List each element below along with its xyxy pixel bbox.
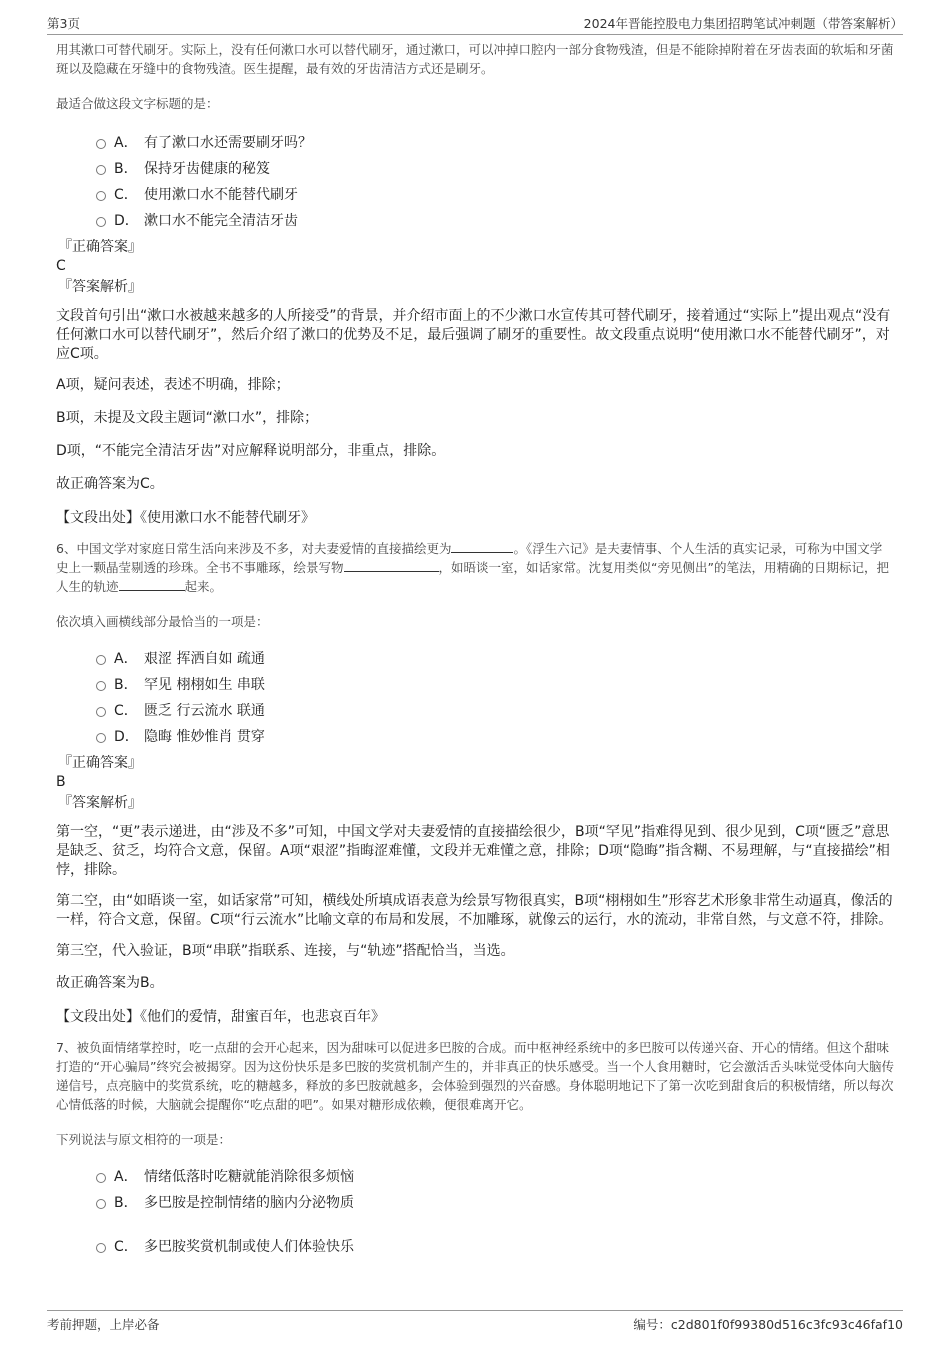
page-content	[56, 40, 894, 1259]
q5-analysis-2: A项，疑问表述，表述不明确，排除；	[56, 377, 290, 393]
q5-answer: C	[56, 258, 66, 274]
q6-answer: B	[56, 774, 66, 790]
radio-icon[interactable]	[96, 191, 106, 201]
q7-option-b[interactable]: B． 多巴胺是控制情绪的脑内分泌物质	[96, 1189, 894, 1215]
q5-passage: 用其漱口可替代刷牙。实际上，没有任何漱口水可以替代刷牙，通过漱口，可以冲掉口腔内一部分食物残渣，但是不能除掉附着在牙齿表面的软垢和牙菌斑以及隐藏在牙缝中的食物残渣。医生提醒，最有效的牙齿清洁方式还是刷牙。	[56, 42, 894, 76]
radio-icon[interactable]	[96, 1243, 106, 1253]
q7-stem: 7、被负面情绪掌控时，吃一点甜的会开心起来，因为甜味可以促进多巴胺的合成。而中枢神经系统中的多巴胺可以传递兴奋、开心的情绪。但这个甜味打造的“开心骗局”终究会被揭穿。因为这份快乐是多巴胺的奖赏机制产生的，并非真正的快乐感受。当一个人食用糖时，它会激活舌头味觉受体向大脑传递信号，点亮脑中的奖赏系统，吃的糖越多，释放的多巴胺就越多，会体验到强烈的兴奋感。身体聪明地记下了第一次吃到甜食后的积极情绪，所以每次心情低落的时候，大脑就会提醒你“吃点甜的吧”。如果对糖形成依赖，便很难离开它。	[56, 1040, 894, 1112]
q6-options	[96, 645, 894, 749]
q5-analysis-1: 文段首句引出“漱口水被越来越多的人所接受”的背景，并介绍市面上的不少漱口水宣传其可替代刷牙，接着通过“实际上”提出观点“没有任何漱口水可以替代刷牙”，然后介绍了漱口的优势及不足，最后强调了刷牙的重要性。故文段重点说明“使用漱口水不能替代刷牙”，对应C项。	[56, 308, 891, 362]
document-code: 编号：c2d801f0f99380d516c3fc93c46faf10	[633, 1317, 903, 1332]
q7-option-c[interactable]: C． 多巴胺奖赏机制或使人们体验快乐	[96, 1233, 894, 1259]
page-number: 第3页	[47, 16, 80, 31]
radio-icon[interactable]	[96, 139, 106, 149]
radio-icon[interactable]	[96, 165, 106, 175]
q6-analysis-2: 第二空，由“如晤谈一室，如话家常”可知，横线处所填成语表意为绘景写物很真实，B项“栩栩如生”形容艺术形象非常生动逼真，像活的一样，符合文意，保留。C项“行云流水”比喻文章的布局和发展，不加雕琢，就像云的运行，水的流动，非常自然，与文意不符，排除。	[56, 893, 893, 928]
q6-option-c[interactable]: C． 匮乏 行云流水 联通	[96, 697, 894, 723]
q6-stem: 6、中国文学对家庭日常生活向来涉及不多，对夫妻爱情的直接描绘更为 。《浮生六记》是夫妻情事、个人生活的真实记录，可称为中国文学史上一颗晶莹剔透的珍珠。全书不事雕琢，绘景写物 ，如晤谈一室，如话家常。沈复用类似“旁见侧出”的笔法，用精确的日期标记，把人生的轨迹 起来。	[56, 541, 889, 594]
q5-analysis-5: 故正确答案为C。	[56, 476, 164, 492]
q7-prompt: 下列说法与原文相符的一项是：	[56, 1132, 232, 1147]
q5-source: 【文段出处】《使用漱口水不能替代刷牙》	[56, 510, 315, 526]
radio-icon[interactable]	[96, 707, 106, 717]
document-title: 2024年晋能控股电力集团招聘笔试冲刺题（带答案解析）	[583, 16, 903, 31]
q5-options	[96, 129, 894, 233]
page-header	[47, 12, 903, 35]
q5-analysis-label: 『答案解析』	[58, 279, 142, 295]
q6-option-d[interactable]: D． 隐晦 惟妙惟肖 贯穿	[96, 723, 894, 749]
page-footer	[47, 1310, 903, 1335]
blank-2	[344, 558, 439, 572]
q6-prompt: 依次填入画横线部分最恰当的一项是：	[56, 614, 269, 629]
q6-option-b[interactable]: B． 罕见 栩栩如生 串联	[96, 671, 894, 697]
q5-option-c[interactable]: C． 使用漱口水不能替代刷牙	[96, 181, 894, 207]
blank-1	[451, 539, 513, 553]
blank-3	[119, 577, 185, 591]
q7-option-a[interactable]: A． 情绪低落时吃糖就能消除很多烦恼	[96, 1163, 894, 1189]
footer-slogan: 考前押题，上岸必备	[47, 1317, 160, 1332]
radio-icon[interactable]	[96, 1199, 106, 1209]
q5-prompt: 最适合做这段文字标题的是：	[56, 96, 219, 111]
q6-analysis-3: 第三空，代入验证，B项“串联”指联系、连接，与“轨迹”搭配恰当，当选。	[56, 943, 515, 959]
q5-analysis-3: B项，未提及文段主题词“漱口水”，排除；	[56, 410, 319, 426]
radio-icon[interactable]	[96, 681, 106, 691]
q6-option-a[interactable]: A． 艰涩 挥洒自如 疏通	[96, 645, 894, 671]
radio-icon[interactable]	[96, 217, 106, 227]
q6-analysis-label: 『答案解析』	[58, 795, 142, 811]
q5-option-a[interactable]: A． 有了漱口水还需要刷牙吗？	[96, 129, 894, 155]
q5-answer-label: 『正确答案』	[58, 239, 142, 255]
q5-option-d[interactable]: D． 漱口水不能完全清洁牙齿	[96, 207, 894, 233]
q6-analysis-1: 第一空，“更”表示递进，由“涉及不多”可知，中国文学对夫妻爱情的直接描绘很少，B项“罕见”指难得见到、很少见到，C项“匮乏”意思是缺乏、贫乏，均符合文意，保留。A项“艰涩”指晦涩难懂，文段并无难懂之意，排除；D项“隐晦”指含糊、不易理解，与“直接描绘”相悖，排除。	[56, 824, 890, 878]
q6-source: 【文段出处】《他们的爱情，甜蜜百年，也悲哀百年》	[56, 1009, 385, 1025]
q5-option-b[interactable]: B． 保持牙齿健康的秘笈	[96, 155, 894, 181]
q5-analysis-4: D项，“不能完全清洁牙齿”对应解释说明部分，非重点，排除。	[56, 443, 446, 459]
radio-icon[interactable]	[96, 1173, 106, 1183]
radio-icon[interactable]	[96, 733, 106, 743]
q7-options	[96, 1163, 894, 1259]
radio-icon[interactable]	[96, 655, 106, 665]
q6-analysis-4: 故正确答案为B。	[56, 975, 164, 991]
q6-answer-label: 『正确答案』	[58, 755, 142, 771]
